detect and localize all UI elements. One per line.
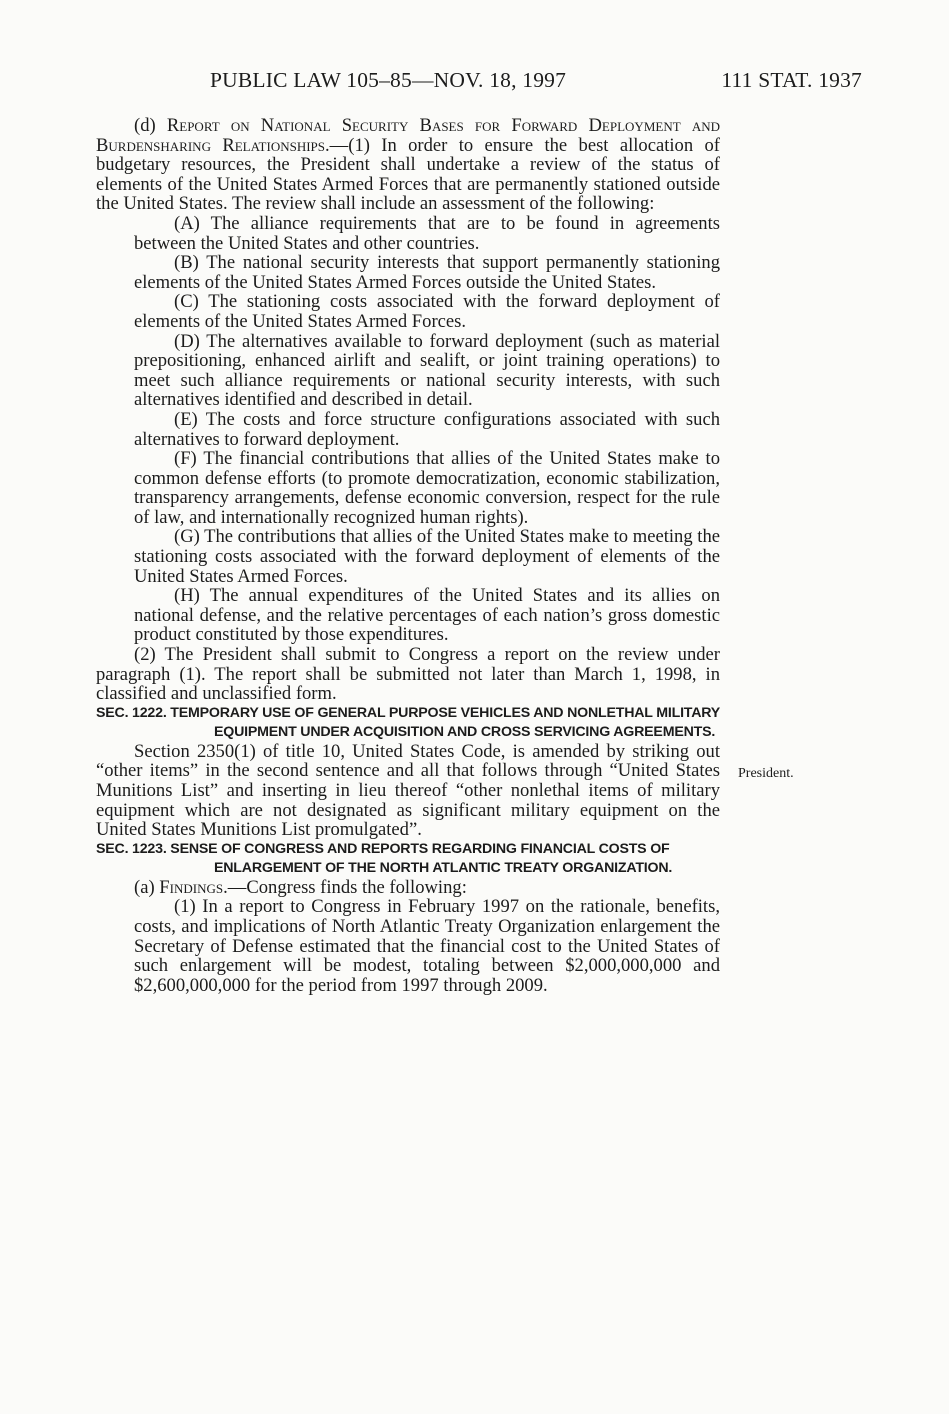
list-item: (F) The financial contributions that allies of the United States make to common defense efforts (to promote democratization, economic stabilization, transparency arrangements, defense economic conversion, respect for the rule of law, and internationally recognized human rights). — [134, 448, 720, 528]
finding-item: (1) In a report to Congress in February 1997 on the rationale, benefits, costs, and implications of North Atlantic Treaty Organization enlargement the Secretary of Defense estimated that the financial cost to the United States of such enlargement will be modest, totaling between $2,000,000,000 and $2,600,000,000 for the period from 1997 through 2009. — [134, 896, 720, 996]
margin-note: President. — [738, 766, 794, 781]
section-1222-heading: SEC. 1222. TEMPORARY USE OF GENERAL PURPOSE VEHICLES AND NONLETHAL MILITARY EQUIPMENT UNDER ACQUISITION AND CROSS SERVICING AGREEMENTS. — [96, 704, 720, 740]
list-item: (C) The stationing costs associated with the forward deployment of elements of the United States Armed Forces. — [134, 291, 720, 332]
list-item: (G) The contributions that allies of the United States make to meeting the stationing costs associated with the forward deployment of elements of the United States Armed Forces. — [134, 526, 720, 587]
page-body — [96, 116, 720, 995]
section-1223-heading: SEC. 1223. SENSE OF CONGRESS AND REPORTS REGARDING FINANCIAL COSTS OF ENLARGEMENT OF THE NORTH ATLANTIC TREATY ORGANIZATION. — [96, 840, 673, 876]
list-item: (D) The alternatives available to forward deployment (such as material prepositioning, enhanced airlift and sealift, or joint training operations) to meet such alliance requirements or national security interests, with such alternatives identified and described in detail. — [134, 330, 720, 411]
subsection-heading: Report on National Security Bases for Forward Deployment and Burdensharing Relationships. — [96, 115, 720, 156]
findings-heading: Findings. — [159, 876, 228, 898]
page-header — [210, 68, 862, 98]
statute-page: 111 STAT. 1937 — [721, 68, 862, 92]
list-item: (E) The costs and force structure configurations associated with such alternatives to forward deployment. — [134, 408, 720, 450]
section-1222-text: Section 2350(1) of title 10, United States Code, is amended by striking out “other items” in the second sentence and all that follows through “United States Munitions List” and inserting in lieu thereof “other nonlethal items of military equipment which are not designated as significant military equipment on the United States Munitions List promulgated”. — [96, 740, 720, 841]
running-title: PUBLIC LAW 105–85—NOV. 18, 1997 — [210, 68, 567, 92]
list-item: (B) The national security interests that support permanently stationing elements of the United States Armed Forces outside the United States. — [134, 252, 720, 293]
list-item: (H) The annual expenditures of the United States and its allies on national defense, and the relative percentages of each nation’s gross domestic product constituted by those expenditures. — [134, 585, 720, 646]
subsection-d-para2: (2) The President shall submit to Congress a report on the review under paragraph (1). The report shall be submitted not later than March 1, 1998, in classified and unclassified form. — [96, 644, 720, 705]
subsection-d-para1: (d) Report on National Security Bases for Forward Deployment and Burdensharing Relationships.—(1) In order to ensure the best allocation of budgetary resources, the President shall undertake a review of the status of elements of the United States Armed Forces that are permanently stationed outside the United States. The review shall include an assessment of the following: — [96, 115, 720, 215]
findings-intro: (a) Findings.—Congress finds the following: — [134, 876, 467, 898]
list-item: (A) The alliance requirements that are to be found in agreements between the United States and other countries. — [134, 212, 720, 254]
